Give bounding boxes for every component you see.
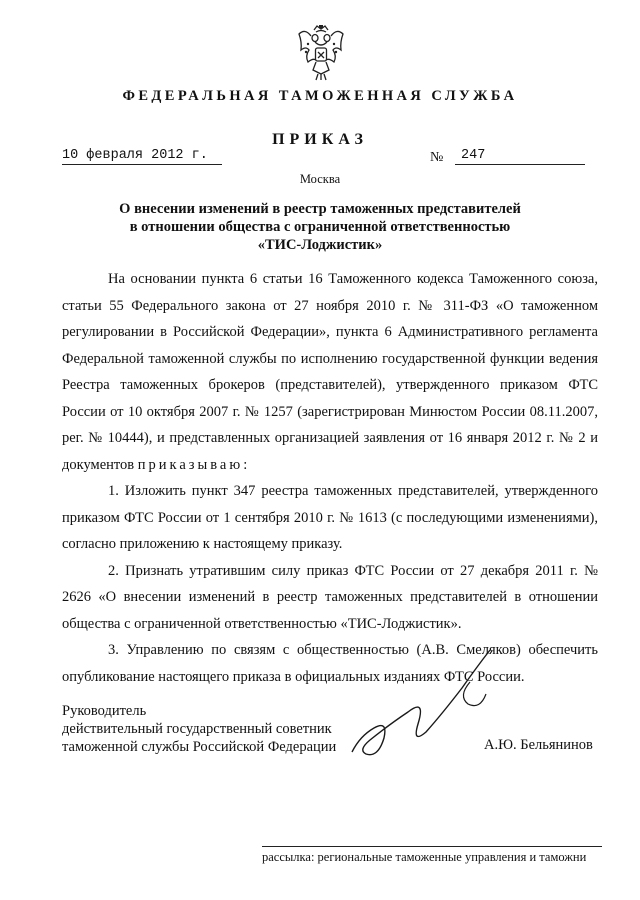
distribution-list: рассылка: региональные таможенные управления и таможни: [262, 846, 602, 865]
city: Москва: [299, 172, 341, 186]
order-item-2: 2. Признать утратившим силу приказ ФТС России от 27 декабря 2011 г. № 2626 «О внесении изменений в реестр таможенных представителей в отношении общества с ограниченной ответственностью «ТИС-Лоджистик».: [62, 562, 598, 632]
order-date: 10 февраля 2012 г.: [62, 148, 222, 165]
order-number: 247: [455, 148, 585, 165]
order-item-3: 3. Управлению по связям с общественностью (А.В. Смеляков) обеспечить опубликование настоящего приказа в официальных изданиях ФТС России.: [62, 642, 598, 685]
document-type: ПРИКАЗ: [272, 131, 368, 148]
signatory-title: [62, 702, 336, 756]
signatory-title-line: действительный государственный советник: [62, 721, 332, 737]
signatory-title-line: таможенной службы Российской Федерации: [62, 739, 337, 755]
subject-line: в отношении общества с ограниченной ответственностью: [129, 219, 511, 235]
subject-line: «ТИС-Лоджистик»: [257, 237, 383, 253]
subject-line: О внесении изменений в реестр таможенных представителей: [119, 201, 521, 217]
order-subject: [80, 200, 560, 254]
order-item-1: 1. Изложить пункт 347 реестра таможенных представителей, утвержденного приказом ФТС России от 1 сентября 2010 г. № 1613 (с последующими изменениями), согласно приложению к настоящему приказу.: [62, 483, 598, 552]
preamble-paragraph: [62, 266, 598, 478]
signatory-title-line: Руководитель: [62, 703, 147, 719]
agency-name: ФЕДЕРАЛЬНАЯ ТАМОЖЕННАЯ СЛУЖБА: [122, 88, 518, 104]
order-word: приказываю:: [137, 456, 251, 473]
handwritten-signature: [330, 640, 510, 780]
preamble-text: На основании пункта 6 статьи 16 Таможенного кодекса Таможенного союза, статьи 55 Федерального закона от 27 ноября 2010 г. № 311-ФЗ «О таможенном регулировании в Российской Федерации», пункта 6 Административного регламента Федеральной таможенной службы по исполнению государственной функции ведения Реестра таможенных брокеров (представителей), утвержденного приказом ФТС России от 10 октября 2007 г. № 1257 (зарегистрирован Минюстом России 08.11.2007, рег. № 10444), и представленных организацией заявления от 16 января 2012 г. № 2 и документов: [62, 271, 598, 473]
signatory-name: А.Ю. Бельянинов: [484, 737, 593, 753]
number-label: №: [430, 150, 444, 165]
order-body: [62, 266, 598, 690]
coat-of-arms-icon: [296, 24, 346, 82]
